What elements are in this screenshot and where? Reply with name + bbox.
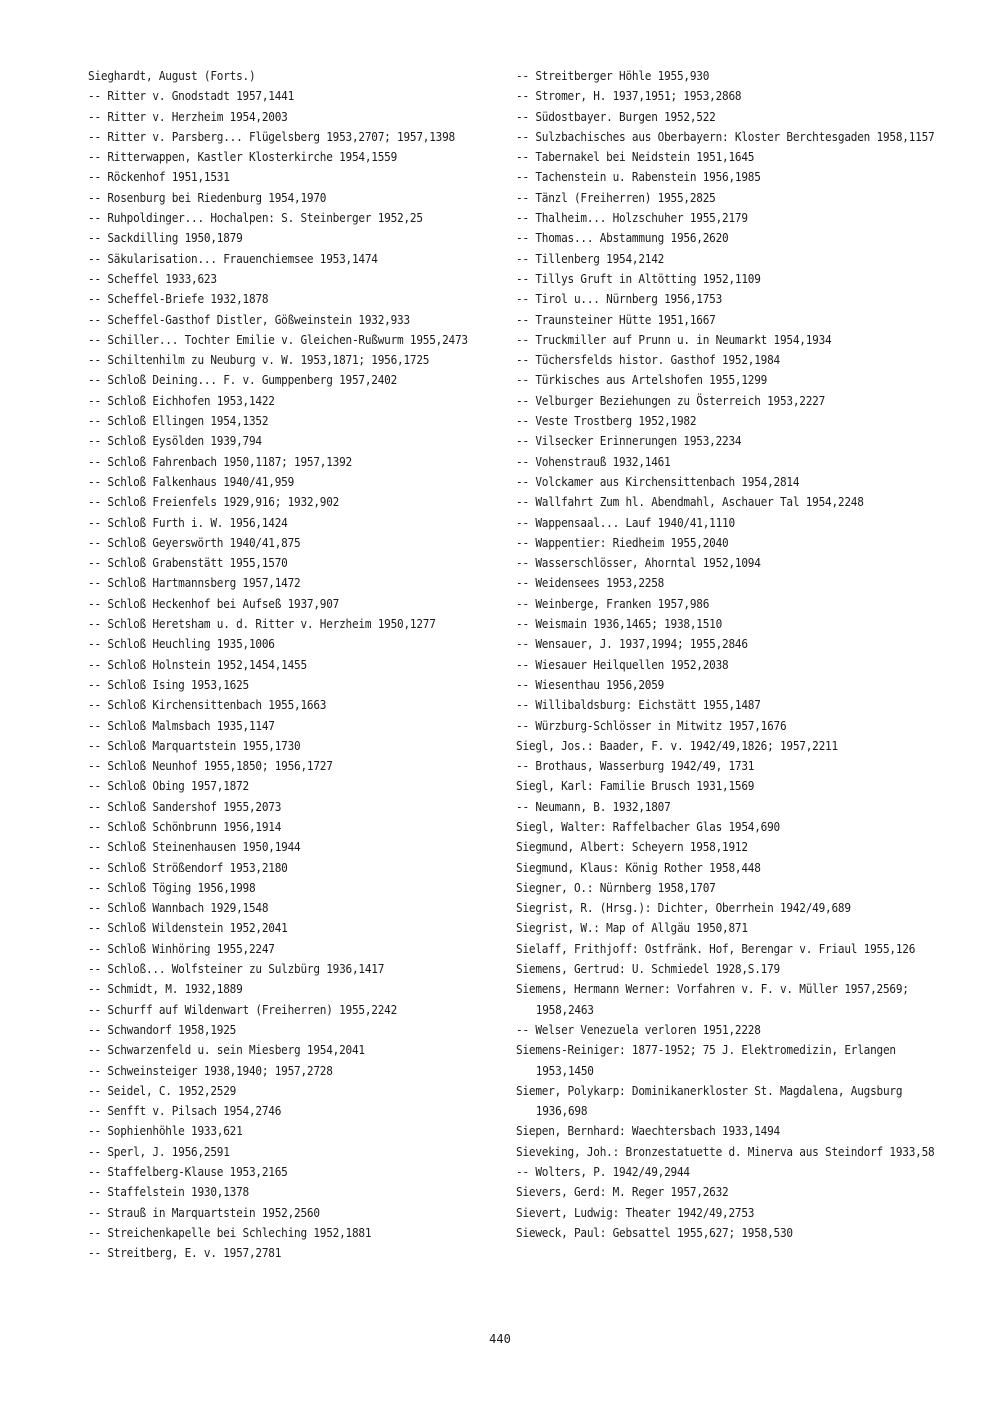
index-entry: -- Schweinsteiger 1938,1940; 1957,2728 [88,1063,333,1078]
index-entry: -- Röckenhof 1951,1531 [88,170,230,185]
index-entry: -- Staffelberg-Klause 1953,2165 [88,1165,288,1180]
index-entry: -- Tillenberg 1954,2142 [516,251,665,266]
index-entry: -- Tirol u... Nürnberg 1956,1753 [516,292,723,307]
index-entry: -- Tüchersfelds histor. Gasthof 1952,1984 [516,353,780,368]
index-entry: -- Neumann, B. 1932,1807 [516,799,671,814]
index-entry: -- Sperl, J. 1956,2591 [88,1144,230,1159]
index-entry: -- Tillys Gruft in Altötting 1952,1109 [516,271,761,286]
index-entry: Siegmund, Klaus: König Rother 1958,448 [516,860,761,875]
page-number: 440 [489,1332,511,1346]
index-entry: -- Wiesauer Heilquellen 1952,2038 [516,657,729,672]
index-entry: -- Schloß Ising 1953,1625 [88,677,249,692]
index-entry: -- Ritterwappen, Kastler Klosterkirche 1954,1559 [88,150,398,165]
index-entry: -- Ritter v. Parsberg... Flügelsberg 1953,2707; 1957,1398 [88,129,455,144]
index-entry: -- Schloß Heuchling 1935,1006 [88,637,275,652]
index-entry: -- Weinberge, Franken 1957,986 [516,596,710,611]
index-entry: -- Wiesenthau 1956,2059 [516,677,665,692]
index-entry: -- Streichenkapelle bei Schleching 1952,1881 [88,1225,372,1240]
index-entry: -- Schloß Winhöring 1955,2247 [88,941,275,956]
index-entry: -- Schloß Schönbrunn 1956,1914 [88,819,282,834]
index-entry: -- Schloß Wannbach 1929,1548 [88,901,269,916]
index-entry: -- Streitberger Höhle 1955,930 [516,69,710,83]
index-entry: -- Thalheim... Holzschuher 1955,2179 [516,211,748,226]
index-entry: -- Sulzbachisches aus Oberbayern: Kloster Berchtesgaden 1958,1157 [516,129,935,144]
index-entry: -- Wensauer, J. 1937,1994; 1955,2846 [516,637,748,652]
index-entry: Sievers, Gerd: M. Reger 1957,2632 [516,1185,729,1200]
index-entry: -- Tänzl (Freiherren) 1955,2825 [516,190,716,205]
index-entry: -- Südostbayer. Burgen 1952,522 [516,109,716,124]
index-entry: -- Schloß Obing 1957,1872 [88,779,249,794]
index-entry: -- Strauß in Marquartstein 1952,2560 [88,1205,320,1220]
index-entry: -- Tabernakel bei Neidstein 1951,1645 [516,150,755,165]
index-entry: -- Schloß Falkenhaus 1940/41,959 [88,474,295,489]
index-entry: -- Schloß Heckenhof bei Aufseß 1937,907 [88,596,340,611]
index-entry: Siemer, Polykarp: Dominikanerkloster St. Magdalena, Augsburg 1936,698 [516,1083,903,1119]
index-entry: -- Säkularisation... Frauenchiemsee 1953,1474 [88,251,378,266]
index-entry: -- Schwandorf 1958,1925 [88,1022,237,1037]
index-entry: -- Volckamer aus Kirchensittenbach 1954,2814 [516,474,800,489]
index-entry: -- Veste Trostberg 1952,1982 [516,414,697,429]
index-entry: Sievert, Ludwig: Theater 1942/49,2753 [516,1205,755,1220]
index-entry: -- Vilsecker Erinnerungen 1953,2234 [516,434,742,449]
index-entry: -- Traunsteiner Hütte 1951,1667 [516,312,716,327]
index-entry: -- Wasserschlösser, Ahorntal 1952,1094 [516,556,761,571]
index-entry: -- Schiller... Tochter Emilie v. Gleichen-Rußwurm 1955,2473 [88,332,468,347]
index-entry: Sieweck, Paul: Gebsattel 1955,627; 1958,530 [516,1225,793,1240]
index-entry: -- Schloß Grabenstätt 1955,1570 [88,556,288,571]
index-entry: Siegl, Karl: Familie Brusch 1931,1569 [516,779,755,794]
index-entry: -- Sackdilling 1950,1879 [88,231,243,246]
index-entry: -- Rosenburg bei Riedenburg 1954,1970 [88,190,327,205]
index-entry: -- Truckmiller auf Prunn u. in Neumarkt 1954,1934 [516,332,832,347]
index-entry: -- Scheffel-Briefe 1932,1878 [88,292,269,307]
index-entry: -- Staffelstein 1930,1378 [88,1185,249,1200]
index-entry: -- Schloß Malmsbach 1935,1147 [88,718,275,733]
index-entry: -- Brothaus, Wasserburg 1942/49, 1731 [516,759,755,774]
index-entry: -- Ritter v. Gnodstadt 1957,1441 [88,89,295,104]
index-entry: -- Schloß Wildenstein 1952,2041 [88,921,288,936]
index-entry: -- Weidensees 1953,2258 [516,576,665,591]
index-entry: Siemens, Hermann Werner: Vorfahren v. F. v. Müller 1957,2569; 1958,2463 [516,982,909,1017]
index-entry: Siegrist, W.: Map of Allgäu 1950,871 [516,921,748,936]
index-entry: -- Wappentier: Riedheim 1955,2040 [516,535,729,550]
index-entry: Sieghardt, August (Forts.) [88,69,256,83]
index-entry: -- Schloß Kirchensittenbach 1955,1663 [88,698,327,713]
index-entry: -- Schmidt, M. 1932,1889 [88,982,243,997]
index-entry: -- Schloß Steinenhausen 1950,1944 [88,840,301,855]
left-column [88,66,484,1264]
index-entry: -- Türkisches aus Artelshofen 1955,1299 [516,373,768,388]
index-entry: -- Würzburg-Schlösser in Mitwitz 1957,1676 [516,718,787,733]
index-entry: -- Ritter v. Herzheim 1954,2003 [88,109,288,124]
index-entry: -- Schloß Geyerswörth 1940/41,875 [88,535,301,550]
index-entry: -- Welser Venezuela verloren 1951,2228 [516,1022,761,1037]
index-entry: Siegrist, R. (Hrsg.): Dichter, Oberrhein 1942/49,689 [516,901,851,916]
index-entry: -- Schloß Freienfels 1929,916; 1932,902 [88,495,340,510]
index-entry: -- Thomas... Abstammung 1956,2620 [516,231,729,246]
index-entry: -- Schurff auf Wildenwart (Freiherren) 1955,2242 [88,1002,398,1017]
index-entry: -- Vohenstrauß 1932,1461 [516,454,671,469]
index-entry: -- Willibaldsburg: Eichstätt 1955,1487 [516,698,761,713]
index-entry: -- Schloß Heretsham u. d. Ritter v. Herzheim 1950,1277 [88,617,436,632]
index-entry: Siegl, Walter: Raffelbacher Glas 1954,690 [516,819,780,834]
index-entry: -- Schloß Ellingen 1954,1352 [88,414,269,429]
index-entry: -- Schloß Neunhof 1955,1850; 1956,1727 [88,759,333,774]
index-entry: Siemens, Gertrud: U. Schmiedel 1928,S.179 [516,962,780,977]
index-entry: Siegl, Jos.: Baader, F. v. 1942/49,1826; 1957,2211 [516,738,838,753]
index-entry: -- Schloß Eysölden 1939,794 [88,434,262,449]
index-entry: -- Streitberg, E. v. 1957,2781 [88,1246,282,1261]
index-entry: -- Schloß Sandershof 1955,2073 [88,799,282,814]
index-entry: -- Scheffel 1933,623 [88,271,217,286]
index-entry: Sieveking, Joh.: Bronzestatuette d. Minerva aus Steindorf 1933,58 [516,1144,935,1159]
index-entry: Siegmund, Albert: Scheyern 1958,1912 [516,840,748,855]
index-entry: -- Weismain 1936,1465; 1938,1510 [516,617,723,632]
index-entry: -- Schloß Fahrenbach 1950,1187; 1957,1392 [88,454,352,469]
index-entry: -- Schwarzenfeld u. sein Miesberg 1954,2041 [88,1043,365,1058]
index-entry: -- Sophienhöhle 1933,621 [88,1124,243,1139]
index-entry: -- Schloß Eichhofen 1953,1422 [88,393,275,408]
index-entry: -- Schiltenhilm zu Neuburg v. W. 1953,1871; 1956,1725 [88,353,430,368]
index-entry: -- Schloß Holnstein 1952,1454,1455 [88,657,307,672]
index-entry: -- Schloß Marquartstein 1955,1730 [88,738,301,753]
index-entry: Siemens-Reiniger: 1877-1952; 75 J. Elektromedizin, Erlangen 1953,1450 [516,1043,896,1078]
index-entry: -- Wappensaal... Lauf 1940/41,1110 [516,515,735,530]
index-entry: -- Schloß... Wolfsteiner zu Sulzbürg 1936,1417 [88,962,385,977]
index-entry: -- Senfft v. Pilsach 1954,2746 [88,1104,282,1119]
right-column [516,66,937,1243]
index-entry: -- Schloß Furth i. W. 1956,1424 [88,515,288,530]
index-entry: -- Ruhpoldinger... Hochalpen: S. Steinberger 1952,25 [88,211,423,226]
index-entry: -- Schloß Deining... F. v. Gumppenberg 1957,2402 [88,373,398,388]
index-entry: -- Tachenstein u. Rabenstein 1956,1985 [516,170,761,185]
index-entry: Sielaff, Frithjoff: Ostfränk. Hof, Berengar v. Friaul 1955,126 [516,941,916,956]
index-entry: -- Schloß Töging 1956,1998 [88,880,256,895]
index-entry: -- Schloß Strößendorf 1953,2180 [88,860,288,875]
index-entry: -- Velburger Beziehungen zu Österreich 1953,2227 [516,393,826,408]
index-entry: Siegner, O.: Nürnberg 1958,1707 [516,880,716,895]
index-entry: -- Wolters, P. 1942/49,2944 [516,1165,690,1180]
index-entry: -- Schloß Hartmannsberg 1957,1472 [88,576,301,591]
index-entry: -- Wallfahrt Zum hl. Abendmahl, Aschauer Tal 1954,2248 [516,495,864,510]
index-entry: Siepen, Bernhard: Waechtersbach 1933,1494 [516,1124,780,1139]
index-entry: -- Scheffel-Gasthof Distler, Gößweinstein 1932,933 [88,312,410,327]
index-entry: -- Stromer, H. 1937,1951; 1953,2868 [516,89,742,104]
index-entry: -- Seidel, C. 1952,2529 [88,1083,237,1098]
